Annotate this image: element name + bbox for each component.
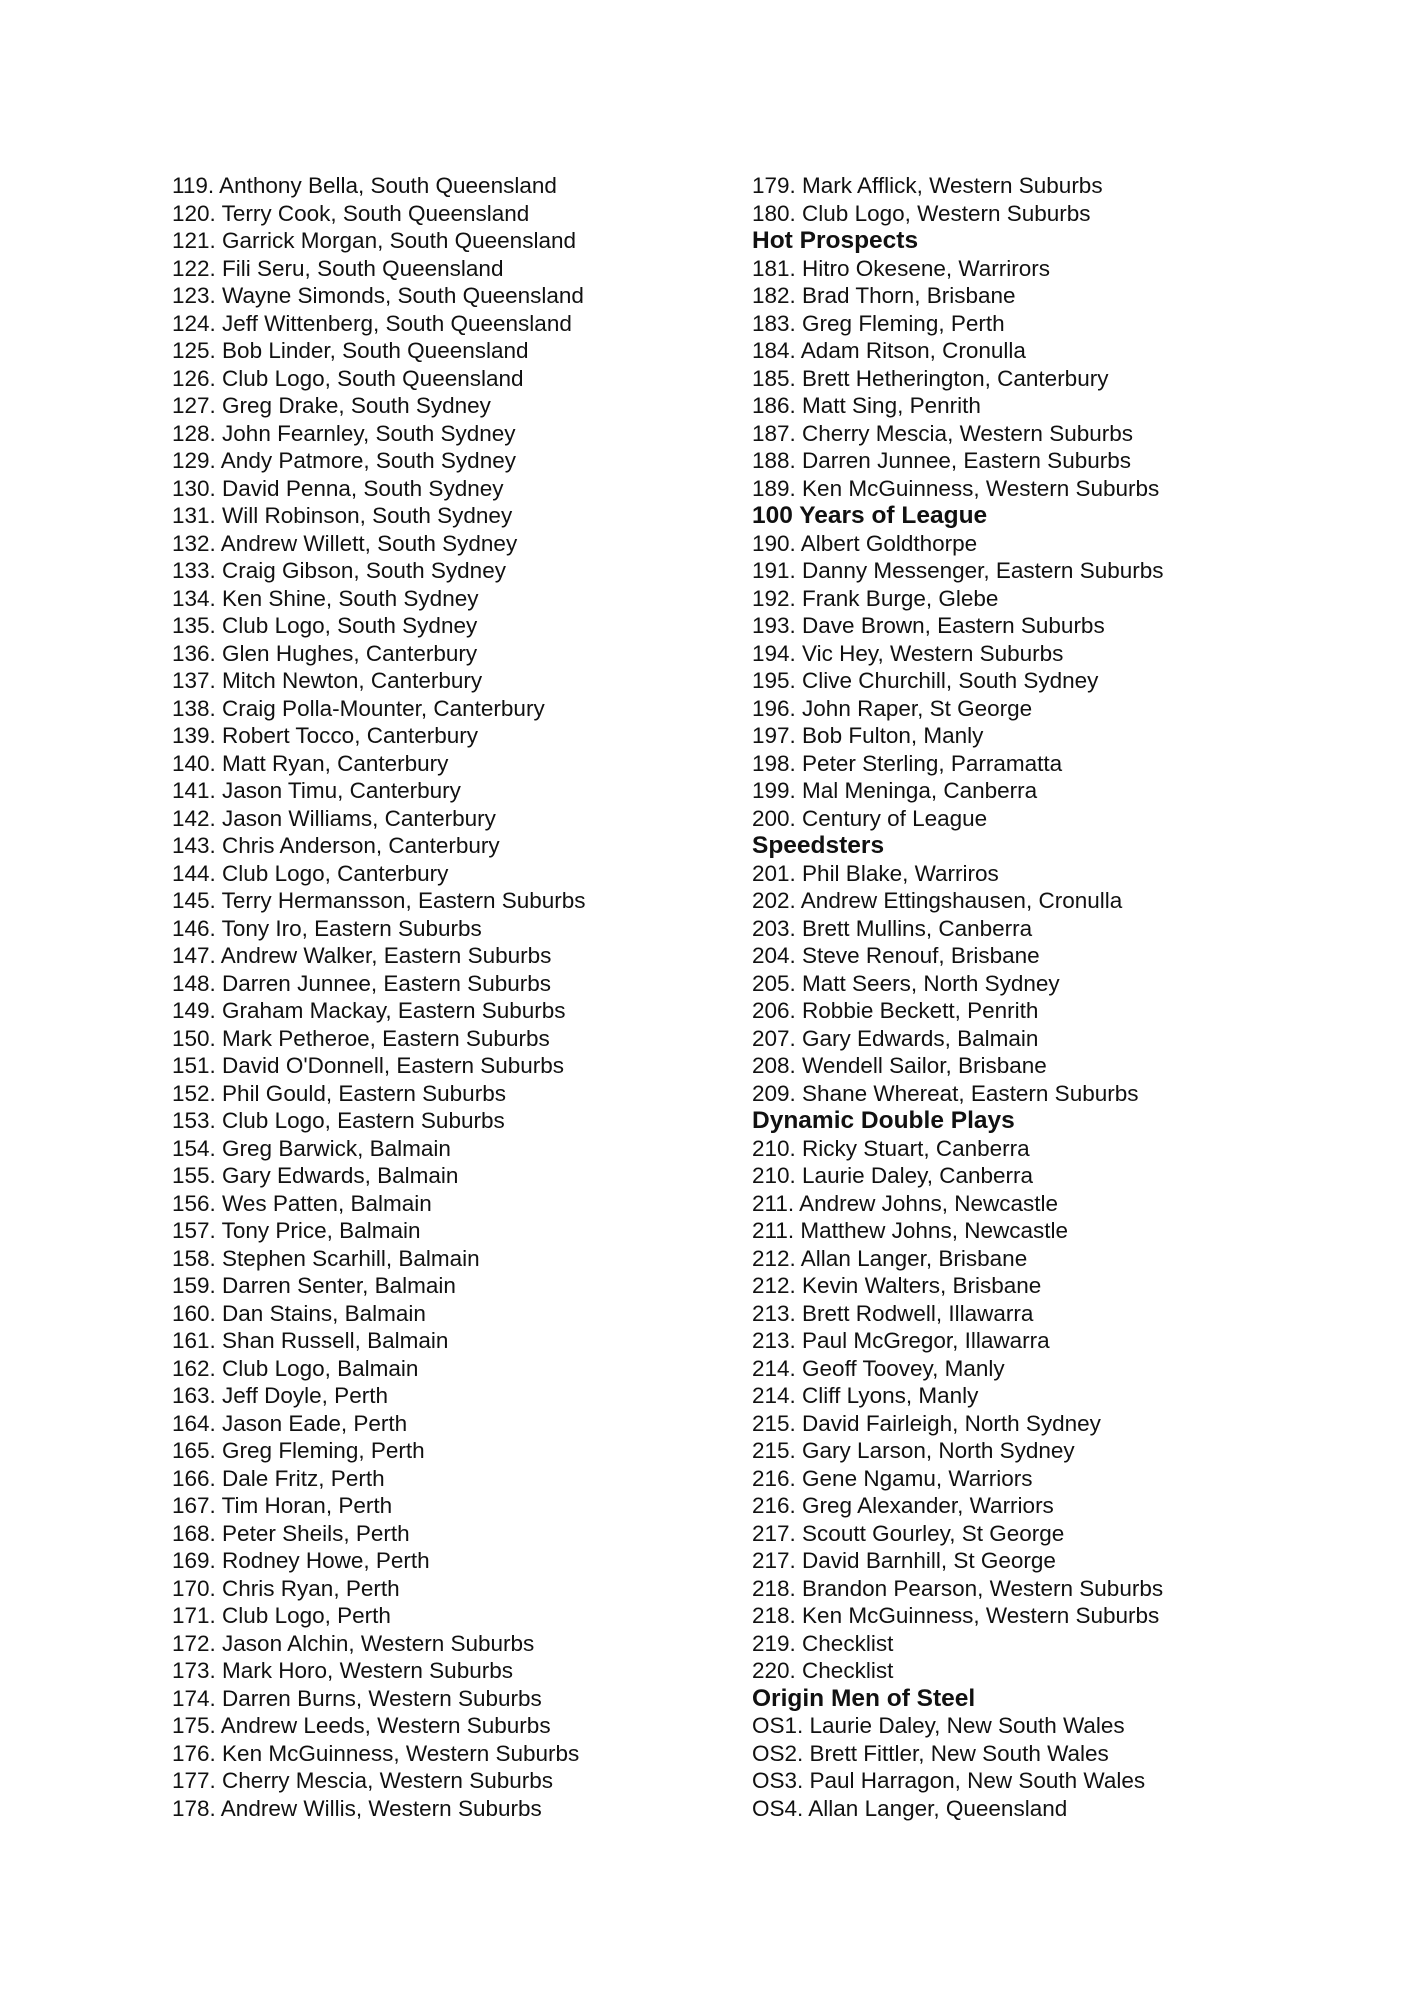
- checklist-item: 214. Geoff Toovey, Manly: [752, 1355, 1005, 1381]
- checklist-item: 194. Vic Hey, Western Suburbs: [752, 640, 1064, 666]
- checklist-item: 165. Greg Fleming, Perth: [172, 1438, 425, 1463]
- checklist-item: 149. Graham Mackay, Eastern Suburbs: [172, 998, 566, 1023]
- checklist-item: 154. Greg Barwick, Balmain: [172, 1135, 451, 1161]
- checklist-item: 146. Tony Iro, Eastern Suburbs: [172, 915, 482, 941]
- checklist-item: 208. Wendell Sailor, Brisbane: [752, 1053, 1047, 1078]
- checklist-item: OS2. Brett Fittler, New South Wales: [752, 1740, 1109, 1766]
- checklist-item: 211. Andrew Johns, Newcastle: [752, 1190, 1059, 1216]
- checklist-item: OS4. Allan Langer, Queensland: [752, 1795, 1068, 1821]
- checklist-item: 197. Bob Fulton, Manly: [752, 723, 984, 748]
- checklist-item: 215. David Fairleigh, North Sydney: [752, 1410, 1101, 1436]
- checklist-item: 143. Chris Anderson, Canterbury: [172, 833, 500, 858]
- checklist-item: 206. Robbie Beckett, Penrith: [752, 998, 1039, 1023]
- checklist-item: OS3. Paul Harragon, New South Wales: [752, 1768, 1146, 1793]
- checklist-item: 152. Phil Gould, Eastern Suburbs: [172, 1080, 506, 1106]
- checklist-item: 161. Shan Russell, Balmain: [172, 1328, 449, 1353]
- checklist-item: 130. David Penna, South Sydney: [172, 475, 504, 501]
- checklist-item: 214. Cliff Lyons, Manly: [752, 1383, 979, 1408]
- checklist-item: 204. Steve Renouf, Brisbane: [752, 943, 1040, 968]
- checklist-item: 198. Peter Sterling, Parramatta: [752, 750, 1063, 776]
- right-checklist-column: [752, 172, 1312, 1822]
- checklist-item: 125. Bob Linder, South Queensland: [172, 338, 529, 363]
- checklist-item: 148. Darren Junnee, Eastern Suburbs: [172, 970, 551, 996]
- checklist-item: 201. Phil Blake, Warriros: [752, 860, 999, 886]
- checklist-item: 202. Andrew Ettingshausen, Cronulla: [752, 888, 1123, 913]
- checklist-item: 190. Albert Goldthorpe: [752, 530, 978, 556]
- section-heading: Hot Prospects: [752, 227, 919, 254]
- checklist-item: 119. Anthony Bella, South Queensland: [172, 173, 557, 198]
- checklist-item: 145. Terry Hermansson, Eastern Suburbs: [172, 888, 586, 913]
- checklist-item: 122. Fili Seru, South Queensland: [172, 255, 504, 281]
- checklist-item: 177. Cherry Mescia, Western Suburbs: [172, 1768, 553, 1793]
- checklist-item: 186. Matt Sing, Penrith: [752, 393, 981, 418]
- checklist-item: 219. Checklist: [752, 1630, 894, 1656]
- checklist-item: OS1. Laurie Daley, New South Wales: [752, 1713, 1125, 1738]
- checklist-item: 216. Greg Alexander, Warriors: [752, 1493, 1054, 1518]
- checklist-item: 120. Terry Cook, South Queensland: [172, 200, 530, 226]
- checklist-item: 151. David O'Donnell, Eastern Suburbs: [172, 1053, 565, 1078]
- checklist-item: 127. Greg Drake, South Sydney: [172, 393, 491, 418]
- checklist-item: 183. Greg Fleming, Perth: [752, 310, 1005, 336]
- checklist-item: 212. Kevin Walters, Brisbane: [752, 1273, 1042, 1298]
- section-heading: Origin Men of Steel: [752, 1684, 976, 1712]
- checklist-item: 171. Club Logo, Perth: [172, 1603, 391, 1628]
- checklist-item: 133. Craig Gibson, South Sydney: [172, 558, 506, 583]
- checklist-item: 189. Ken McGuinness, Western Suburbs: [752, 475, 1160, 501]
- checklist-item: 153. Club Logo, Eastern Suburbs: [172, 1108, 505, 1133]
- left-checklist-column: [172, 172, 732, 1822]
- checklist-item: 126. Club Logo, South Queensland: [172, 365, 524, 391]
- checklist-item: 156. Wes Patten, Balmain: [172, 1190, 432, 1216]
- checklist-item: 159. Darren Senter, Balmain: [172, 1273, 456, 1298]
- checklist-item: 217. David Barnhill, St George: [752, 1548, 1056, 1573]
- checklist-item: 182. Brad Thorn, Brisbane: [752, 283, 1016, 308]
- checklist-item: 210. Ricky Stuart, Canberra: [752, 1135, 1030, 1161]
- checklist-item: 211. Matthew Johns, Newcastle: [752, 1218, 1068, 1243]
- checklist-item: 139. Robert Tocco, Canterbury: [172, 723, 479, 748]
- checklist-item: 150. Mark Petheroe, Eastern Suburbs: [172, 1025, 550, 1051]
- checklist-item: 134. Ken Shine, South Sydney: [172, 585, 479, 611]
- checklist-item: 220. Checklist: [752, 1658, 894, 1683]
- checklist-item: 142. Jason Williams, Canterbury: [172, 805, 496, 831]
- checklist-item: 199. Mal Meninga, Canberra: [752, 778, 1038, 803]
- checklist-item: 191. Danny Messenger, Eastern Suburbs: [752, 558, 1164, 583]
- checklist-item: 155. Gary Edwards, Balmain: [172, 1163, 459, 1188]
- checklist-item: 179. Mark Afflick, Western Suburbs: [752, 173, 1103, 198]
- checklist-item: 188. Darren Junnee, Eastern Suburbs: [752, 448, 1131, 473]
- section-heading: Speedsters: [752, 832, 885, 859]
- checklist-item: 132. Andrew Willett, South Sydney: [172, 530, 518, 556]
- checklist-item: 196. John Raper, St George: [752, 695, 1033, 721]
- checklist-item: 212. Allan Langer, Brisbane: [752, 1245, 1028, 1271]
- checklist-item: 178. Andrew Willis, Western Suburbs: [172, 1795, 542, 1821]
- checklist-item: 129. Andy Patmore, South Sydney: [172, 448, 516, 473]
- checklist-item: 140. Matt Ryan, Canterbury: [172, 750, 449, 776]
- checklist-item: 163. Jeff Doyle, Perth: [172, 1383, 388, 1408]
- checklist-item: 166. Dale Fritz, Perth: [172, 1465, 385, 1491]
- checklist-item: 174. Darren Burns, Western Suburbs: [172, 1685, 542, 1711]
- section-heading: 100 Years of League: [752, 502, 988, 529]
- checklist-item: 215. Gary Larson, North Sydney: [752, 1438, 1075, 1463]
- checklist-item: 173. Mark Horo, Western Suburbs: [172, 1658, 513, 1683]
- checklist-item: 137. Mitch Newton, Canterbury: [172, 668, 483, 693]
- checklist-item: 176. Ken McGuinness, Western Suburbs: [172, 1740, 580, 1766]
- checklist-item: 187. Cherry Mescia, Western Suburbs: [752, 420, 1133, 446]
- checklist-item: 141. Jason Timu, Canterbury: [172, 778, 461, 803]
- checklist-item: 169. Rodney Howe, Perth: [172, 1548, 430, 1573]
- checklist-item: 162. Club Logo, Balmain: [172, 1355, 419, 1381]
- checklist-item: 160. Dan Stains, Balmain: [172, 1300, 426, 1326]
- checklist-item: 203. Brett Mullins, Canberra: [752, 915, 1033, 941]
- checklist-item: 167. Tim Horan, Perth: [172, 1493, 393, 1518]
- checklist-item: 147. Andrew Walker, Eastern Suburbs: [172, 943, 552, 968]
- checklist-item: 135. Club Logo, South Sydney: [172, 613, 478, 638]
- checklist-item: 205. Matt Seers, North Sydney: [752, 970, 1060, 996]
- checklist-item: 168. Peter Sheils, Perth: [172, 1520, 410, 1546]
- section-heading: Dynamic Double Plays: [752, 1107, 1015, 1134]
- checklist-item: 218. Brandon Pearson, Western Suburbs: [752, 1575, 1164, 1601]
- checklist-item: 216. Gene Ngamu, Warriors: [752, 1465, 1033, 1491]
- checklist-item: 210. Laurie Daley, Canberra: [752, 1163, 1033, 1188]
- checklist-item: 213. Brett Rodwell, Illawarra: [752, 1300, 1034, 1326]
- checklist-item: 144. Club Logo, Canterbury: [172, 860, 449, 886]
- checklist-item: 131. Will Robinson, South Sydney: [172, 503, 513, 528]
- checklist-item: 218. Ken McGuinness, Western Suburbs: [752, 1603, 1160, 1628]
- checklist-item: 175. Andrew Leeds, Western Suburbs: [172, 1713, 551, 1738]
- checklist-item: 123. Wayne Simonds, South Queensland: [172, 283, 584, 308]
- checklist-item: 136. Glen Hughes, Canterbury: [172, 640, 478, 666]
- checklist-item: 184. Adam Ritson, Cronulla: [752, 338, 1026, 363]
- checklist-item: 213. Paul McGregor, Illawarra: [752, 1328, 1050, 1353]
- checklist-item: 193. Dave Brown, Eastern Suburbs: [752, 613, 1105, 638]
- checklist-item: 195. Clive Churchill, South Sydney: [752, 668, 1099, 693]
- checklist-item: 209. Shane Whereat, Eastern Suburbs: [752, 1080, 1139, 1106]
- checklist-item: 157. Tony Price, Balmain: [172, 1218, 421, 1243]
- checklist-item: 164. Jason Eade, Perth: [172, 1410, 408, 1436]
- checklist-item: 185. Brett Hetherington, Canterbury: [752, 365, 1109, 391]
- checklist-item: 138. Craig Polla-Mounter, Canterbury: [172, 695, 545, 721]
- checklist-item: 217. Scoutt Gourley, St George: [752, 1520, 1065, 1546]
- checklist-item: 158. Stephen Scarhill, Balmain: [172, 1245, 480, 1271]
- checklist-item: 170. Chris Ryan, Perth: [172, 1575, 400, 1601]
- checklist-item: 124. Jeff Wittenberg, South Queensland: [172, 310, 572, 336]
- checklist-item: 192. Frank Burge, Glebe: [752, 585, 999, 611]
- checklist-item: 207. Gary Edwards, Balmain: [752, 1025, 1039, 1051]
- checklist-item: 181. Hitro Okesene, Warrirors: [752, 255, 1051, 281]
- checklist-item: 128. John Fearnley, South Sydney: [172, 420, 516, 446]
- checklist-item: 200. Century of League: [752, 805, 988, 831]
- checklist-item: 121. Garrick Morgan, South Queensland: [172, 228, 576, 253]
- checklist-item: 172. Jason Alchin, Western Suburbs: [172, 1630, 535, 1656]
- checklist-item: 180. Club Logo, Western Suburbs: [752, 200, 1091, 226]
